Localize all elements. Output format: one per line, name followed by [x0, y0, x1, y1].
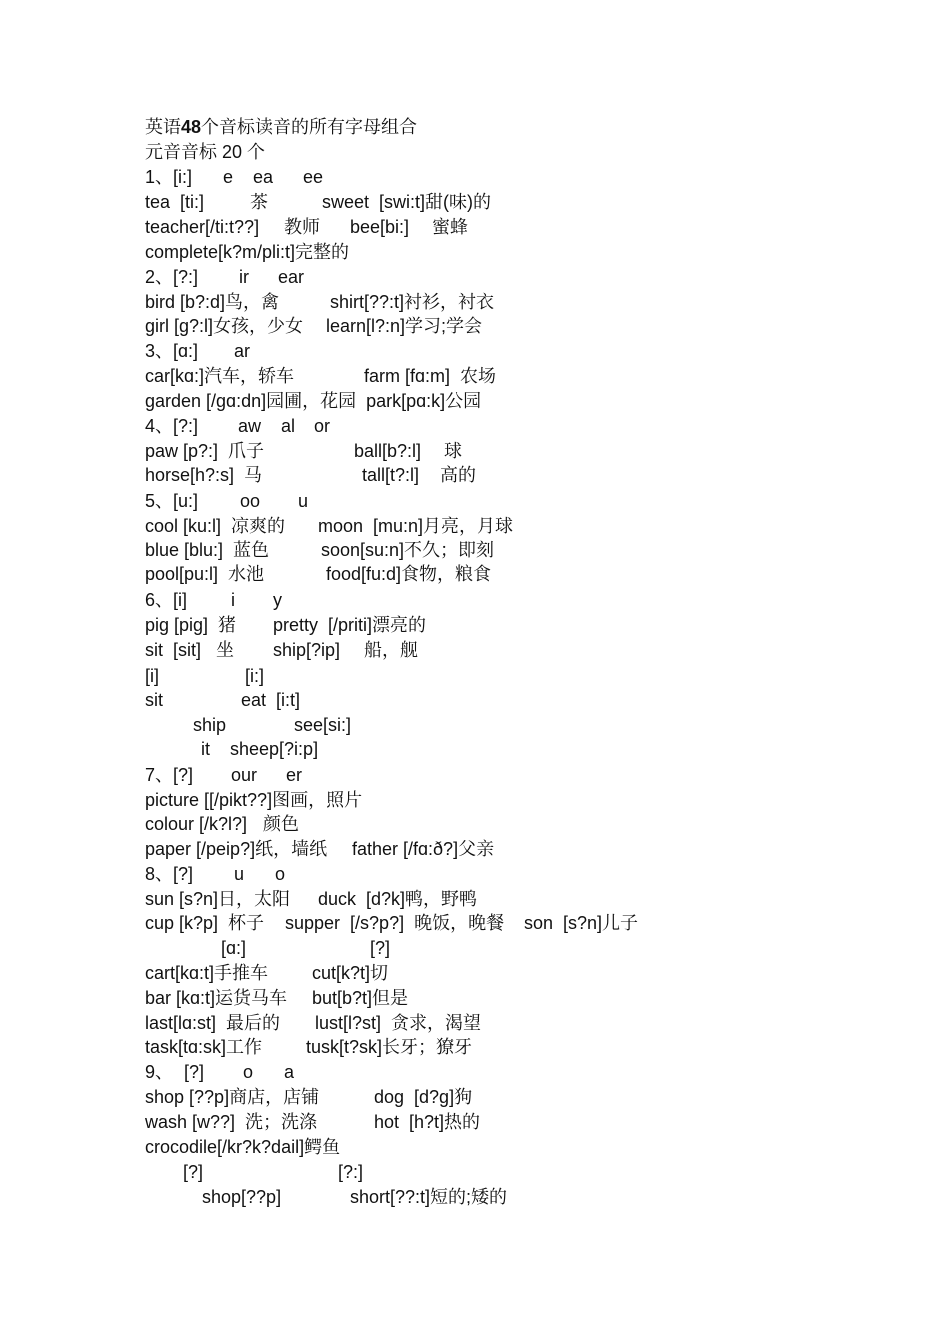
line-segment: see[si:] [294, 715, 352, 735]
line-segment: but[b?t]但是 [312, 988, 409, 1008]
line-segment: our [231, 765, 258, 785]
line-segment: tall[t?:l] [362, 465, 420, 485]
line-segment: cup [k?p] 杯子 [145, 913, 265, 933]
line-segment: son [s?n]儿子 [524, 913, 639, 933]
line-segment: shop [??p]商店，店铺 [145, 1087, 320, 1107]
line-segment: 高的 [440, 465, 476, 485]
line-segment: learn[l?:n]学习;学会 [326, 316, 483, 336]
text-line [0, 165, 950, 190]
line-segment: 颜色 [263, 814, 299, 834]
line-segment: paper [/peip?]纸，墙纸 [145, 839, 328, 859]
line-segment: tusk[t?sk]长牙；獠牙 [306, 1037, 473, 1057]
document-title [145, 115, 417, 140]
text-line [0, 812, 950, 837]
text-line [0, 215, 950, 240]
line-segment: ar [234, 341, 251, 361]
text-line [0, 613, 950, 638]
line-segment: 蜜蜂 [432, 217, 468, 237]
line-segment: garden [/gɑ:dn]园圃，花园 park[pɑ:k]公园 [145, 391, 482, 411]
line-segment: 5、[u:] [145, 491, 199, 511]
line-segment: sit [145, 690, 163, 710]
line-segment: [?] [184, 1062, 205, 1082]
line-segment: [i] [145, 666, 160, 686]
line-segment: pig [pig] 猪 [145, 615, 237, 635]
line-segment: [ɑ:] [221, 938, 247, 958]
text-line [0, 862, 950, 887]
line-segment: farm [fɑ:m] 农场 [364, 366, 497, 386]
line-segment: sun [s?n]日，太阳 [145, 889, 291, 909]
line-segment: ship[?ip] [273, 640, 341, 660]
text-line [0, 439, 950, 464]
line-segment: [?:] [338, 1162, 364, 1182]
line-segment: er [286, 765, 303, 785]
line-segment: 球 [444, 441, 462, 461]
line-segment: 船，舰 [364, 640, 418, 660]
line-segment: teacher[/ti:t??] [145, 217, 260, 237]
line-segment: paw [p?:] 爪子 [145, 441, 265, 461]
line-segment: bar [kɑ:t]运货马车 [145, 988, 288, 1008]
text-line [0, 936, 950, 961]
text-line [0, 1085, 950, 1110]
line-segment: sheep[?i:p] [230, 739, 319, 759]
line-segment: tea [ti:] [145, 192, 205, 212]
line-segment: picture [[/pikt??]图画，照片 [145, 790, 363, 810]
text-line [0, 737, 950, 762]
line-segment: colour [/k?l?] [145, 814, 248, 834]
line-segment: food[fu:d]食物，粮食 [326, 564, 492, 584]
text-line [0, 290, 950, 315]
line-segment: or [314, 416, 331, 436]
line-segment: eat [i:t] [241, 690, 301, 710]
line-segment: girl [g?:l]女孩，少女 [145, 316, 304, 336]
line-segment: a [284, 1062, 295, 1082]
line-segment: bird [b?:d]鸟，禽 [145, 292, 280, 312]
text-line [0, 788, 950, 813]
title-number: 48 [181, 117, 202, 137]
line-segment: lust[l?st] 贪求，渴望 [315, 1013, 482, 1033]
text-line [0, 986, 950, 1011]
text-line [0, 314, 950, 339]
text-line [0, 339, 950, 364]
line-segment: e [223, 167, 234, 187]
line-segment: oo [240, 491, 261, 511]
text-line [0, 562, 950, 587]
line-segment: ball[b?:l] [354, 441, 422, 461]
line-segment: u [298, 491, 309, 511]
text-line [0, 713, 950, 738]
text-line [0, 514, 950, 539]
text-line [0, 688, 950, 713]
line-segment: ee [303, 167, 324, 187]
line-segment: dog [d?g]狗 [374, 1087, 473, 1107]
line-segment: supper [/s?p?] 晚饭，晚餐 [285, 913, 505, 933]
line-segment: last[lɑ:st] 最后的 [145, 1013, 281, 1033]
line-segment: blue [blu:] 蓝色 [145, 540, 270, 560]
line-segment: 6、[i] [145, 590, 188, 610]
line-segment: pool[pu:l] 水池 [145, 564, 265, 584]
line-segment: al [281, 416, 296, 436]
text-line [0, 1035, 950, 1060]
line-segment: ir [239, 267, 249, 287]
text-line [0, 1135, 950, 1160]
text-line [0, 961, 950, 986]
text-line [0, 1011, 950, 1036]
text-line [0, 837, 950, 862]
line-segment: [?] [183, 1162, 204, 1182]
line-segment: car[kɑ:]汽车，轿车 [145, 366, 295, 386]
text-line [0, 1160, 950, 1185]
line-segment: 9、 [145, 1062, 174, 1082]
line-segment: 教师 [284, 217, 320, 237]
line-segment: moon [mu:n]月亮，月球 [318, 516, 514, 536]
text-line [0, 190, 950, 215]
line-segment: task[tɑ:sk]工作 [145, 1037, 263, 1057]
line-segment: complete[k?m/pli:t]完整的 [145, 242, 350, 262]
line-segment: [i:] [245, 666, 265, 686]
line-segment: it [201, 739, 210, 759]
line-segment: father [/fɑ:ð?]父亲 [352, 839, 495, 859]
line-segment: duck [d?k]鸭，野鸭 [318, 889, 478, 909]
line-segment: sit [sit] 坐 [145, 640, 235, 660]
line-segment: 1、[i:] [145, 167, 193, 187]
text-line [0, 240, 950, 265]
text-line [0, 1110, 950, 1135]
line-segment: wash [w??] 洗；洗涤 [145, 1112, 318, 1132]
line-segment: pretty [/priti]漂亮的 [273, 615, 427, 635]
line-segment: aw [238, 416, 262, 436]
text-line [0, 1060, 950, 1085]
text-line [0, 763, 950, 788]
line-segment: horse[h?:s] 马 [145, 465, 263, 485]
line-segment: 茶 [250, 192, 268, 212]
text-line [0, 588, 950, 613]
text-line [0, 389, 950, 414]
line-segment: o [243, 1062, 254, 1082]
line-segment: [?] [370, 938, 391, 958]
line-segment: o [275, 864, 286, 884]
text-line [0, 1185, 950, 1210]
title-suffix: 个音标读音的所有字母组合 [201, 117, 418, 137]
text-line [0, 265, 950, 290]
line-segment: 7、[?] [145, 765, 194, 785]
line-segment: cut[k?t]切 [312, 963, 389, 983]
line-segment: cool [ku:l] 凉爽的 [145, 516, 286, 536]
text-line [0, 538, 950, 563]
text-line [0, 911, 950, 936]
line-segment: short[??:t]短的;矮的 [350, 1187, 508, 1207]
line-segment: ship [193, 715, 227, 735]
line-segment: cart[kɑ:t]手推车 [145, 963, 269, 983]
text-line [0, 664, 950, 689]
text-line [0, 489, 950, 514]
line-segment: ea [253, 167, 274, 187]
line-segment: bee[bi:] [350, 217, 410, 237]
line-segment: y [273, 590, 282, 610]
line-segment: 2、[?:] [145, 267, 199, 287]
document-subtitle: 元音音标 20 个 [145, 142, 266, 162]
text-line [0, 364, 950, 389]
line-segment: sweet [swi:t]甜(味)的 [322, 192, 492, 212]
line-segment: hot [h?t]热的 [374, 1112, 481, 1132]
text-line [0, 638, 950, 663]
line-segment: shirt[??:t]衬衫，衬衣 [330, 292, 495, 312]
line-segment: 3、[ɑ:] [145, 341, 199, 361]
text-line [0, 463, 950, 488]
text-line [0, 414, 950, 439]
line-segment: 4、[?:] [145, 416, 199, 436]
line-segment: crocodile[/kr?k?dail]鳄鱼 [145, 1137, 341, 1157]
line-segment: 8、[?] [145, 864, 194, 884]
line-segment: i [231, 590, 235, 610]
line-segment: shop[??p] [202, 1187, 282, 1207]
line-segment: soon[su:n]不久；即刻 [321, 540, 495, 560]
line-segment: ear [278, 267, 305, 287]
title-prefix: 英语 [145, 117, 181, 137]
line-segment: u [234, 864, 245, 884]
text-line [0, 887, 950, 912]
